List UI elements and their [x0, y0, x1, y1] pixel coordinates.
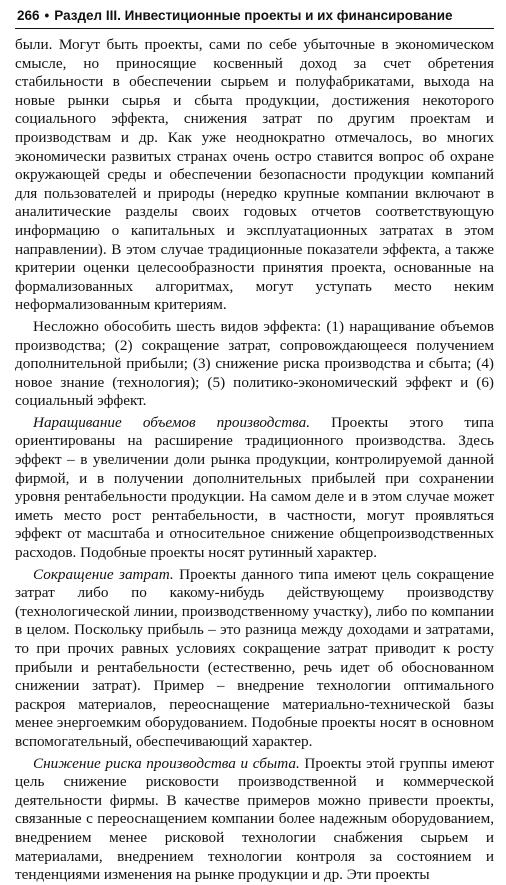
- paragraph-risk-reduction: [15, 755, 494, 885]
- paragraph-text: Проекты данного типа имеют цель сокращение затрат либо по какому-нибудь действующему производству (технологической линии, производственному участку), либо по компании в целом. Поскольку прибыль – это разница между доходами и затратами, то при прочих равных условиях сокращение затрат приводит к росту прибыли и рентабельности (естественно, речь идет об обоснованном снижении затрат). Пример – внедрение технологии оптимального раскроя материалов, переоснащение материально-технической базы менее энергоемким оборудованием. Подобные проекты носят в основном вспомогательный, обеспечивающий характер.: [15, 565, 494, 750]
- page-number: 266: [17, 8, 40, 23]
- paragraph-text: Несложно обособить шесть видов эффекта: (1) наращивание объемов производства; (2) сокращение затрат, сопровождающееся получением дополнительной прибыли; (3) снижение риска производства и сбыта; (4) новое знание (технология); (5) политико-экономический эффект и (6) социальный эффект.: [15, 317, 494, 410]
- paragraph-text: Проекты этой группы имеют цель снижение рисковости производственной и коммерческой деятельности фирмы. В качестве примеров можно привести проекты, связанные с переоснащением компании более надежным оборудованием, внедрением менее рисковой технологии снабжения сырьем и материалами, внедрением технологии контроля за состоянием и тенденциями изменения на рынке продукции и др. Эти проекты: [15, 754, 494, 884]
- paragraph-volume-growth: [15, 414, 494, 563]
- paragraph-lead: Наращивание объемов производства.: [33, 413, 311, 431]
- paragraph-text: были. Могут быть проекты, сами по себе убыточные в экономическом смысле, но приносящие косвенный доход за счет обретения стабильности в обеспечении сырьем и полуфабрикатами, выхода на новые рынки сырья и сбыта продукции, достижения некоторого социального эффекта, снижения затрат по другим проектам и производствам и др. Как уже неоднократно отмечалось, во многих экономически развитых странах очень остро ставится вопрос об охране окружающей среды и обеспечении безопасности продукции компаний для пользователей и природы (нередко крупные компании включают в аналитические разделы своих годовых отчетов соответствующую информацию о капитальных и эксплуатационных затратах в этом направлении). В этом случае традиционные показатели эффекта, а также критерии оценки целесообразности принятия проекта, основанные на формализованных алгоритмах, могут уступать место неким неформализованным критериям.: [15, 36, 494, 314]
- paragraph-lead: Снижение риска производства и сбыта.: [33, 754, 300, 772]
- paragraph-continuation: [15, 36, 494, 315]
- section-title: Раздел III. Инвестиционные проекты и их финансирование: [54, 8, 453, 23]
- body-text: [15, 36, 494, 885]
- bullet-separator: •: [44, 8, 50, 23]
- paragraph-lead: Сокращение затрат.: [33, 565, 174, 583]
- paragraph-cost-reduction: [15, 566, 494, 752]
- paragraph-text: Проекты этого типа ориентированы на расширение традиционного производства. Здесь эффект – в увеличении доли рынка продукции, контролируемой данной фирмой, и в получении дополнительных прибылей при сохранении уровня рентабельности продукции. На самом деле и в этом случае может иметь место рост рентабельности, в частности, могут проявляться эффект от масштаба и относительное снижение общепроизводственных расходов. Подобные проекты носят рутинный характер.: [15, 413, 494, 562]
- paragraph-effect-types: [15, 318, 494, 411]
- running-head: [15, 7, 494, 29]
